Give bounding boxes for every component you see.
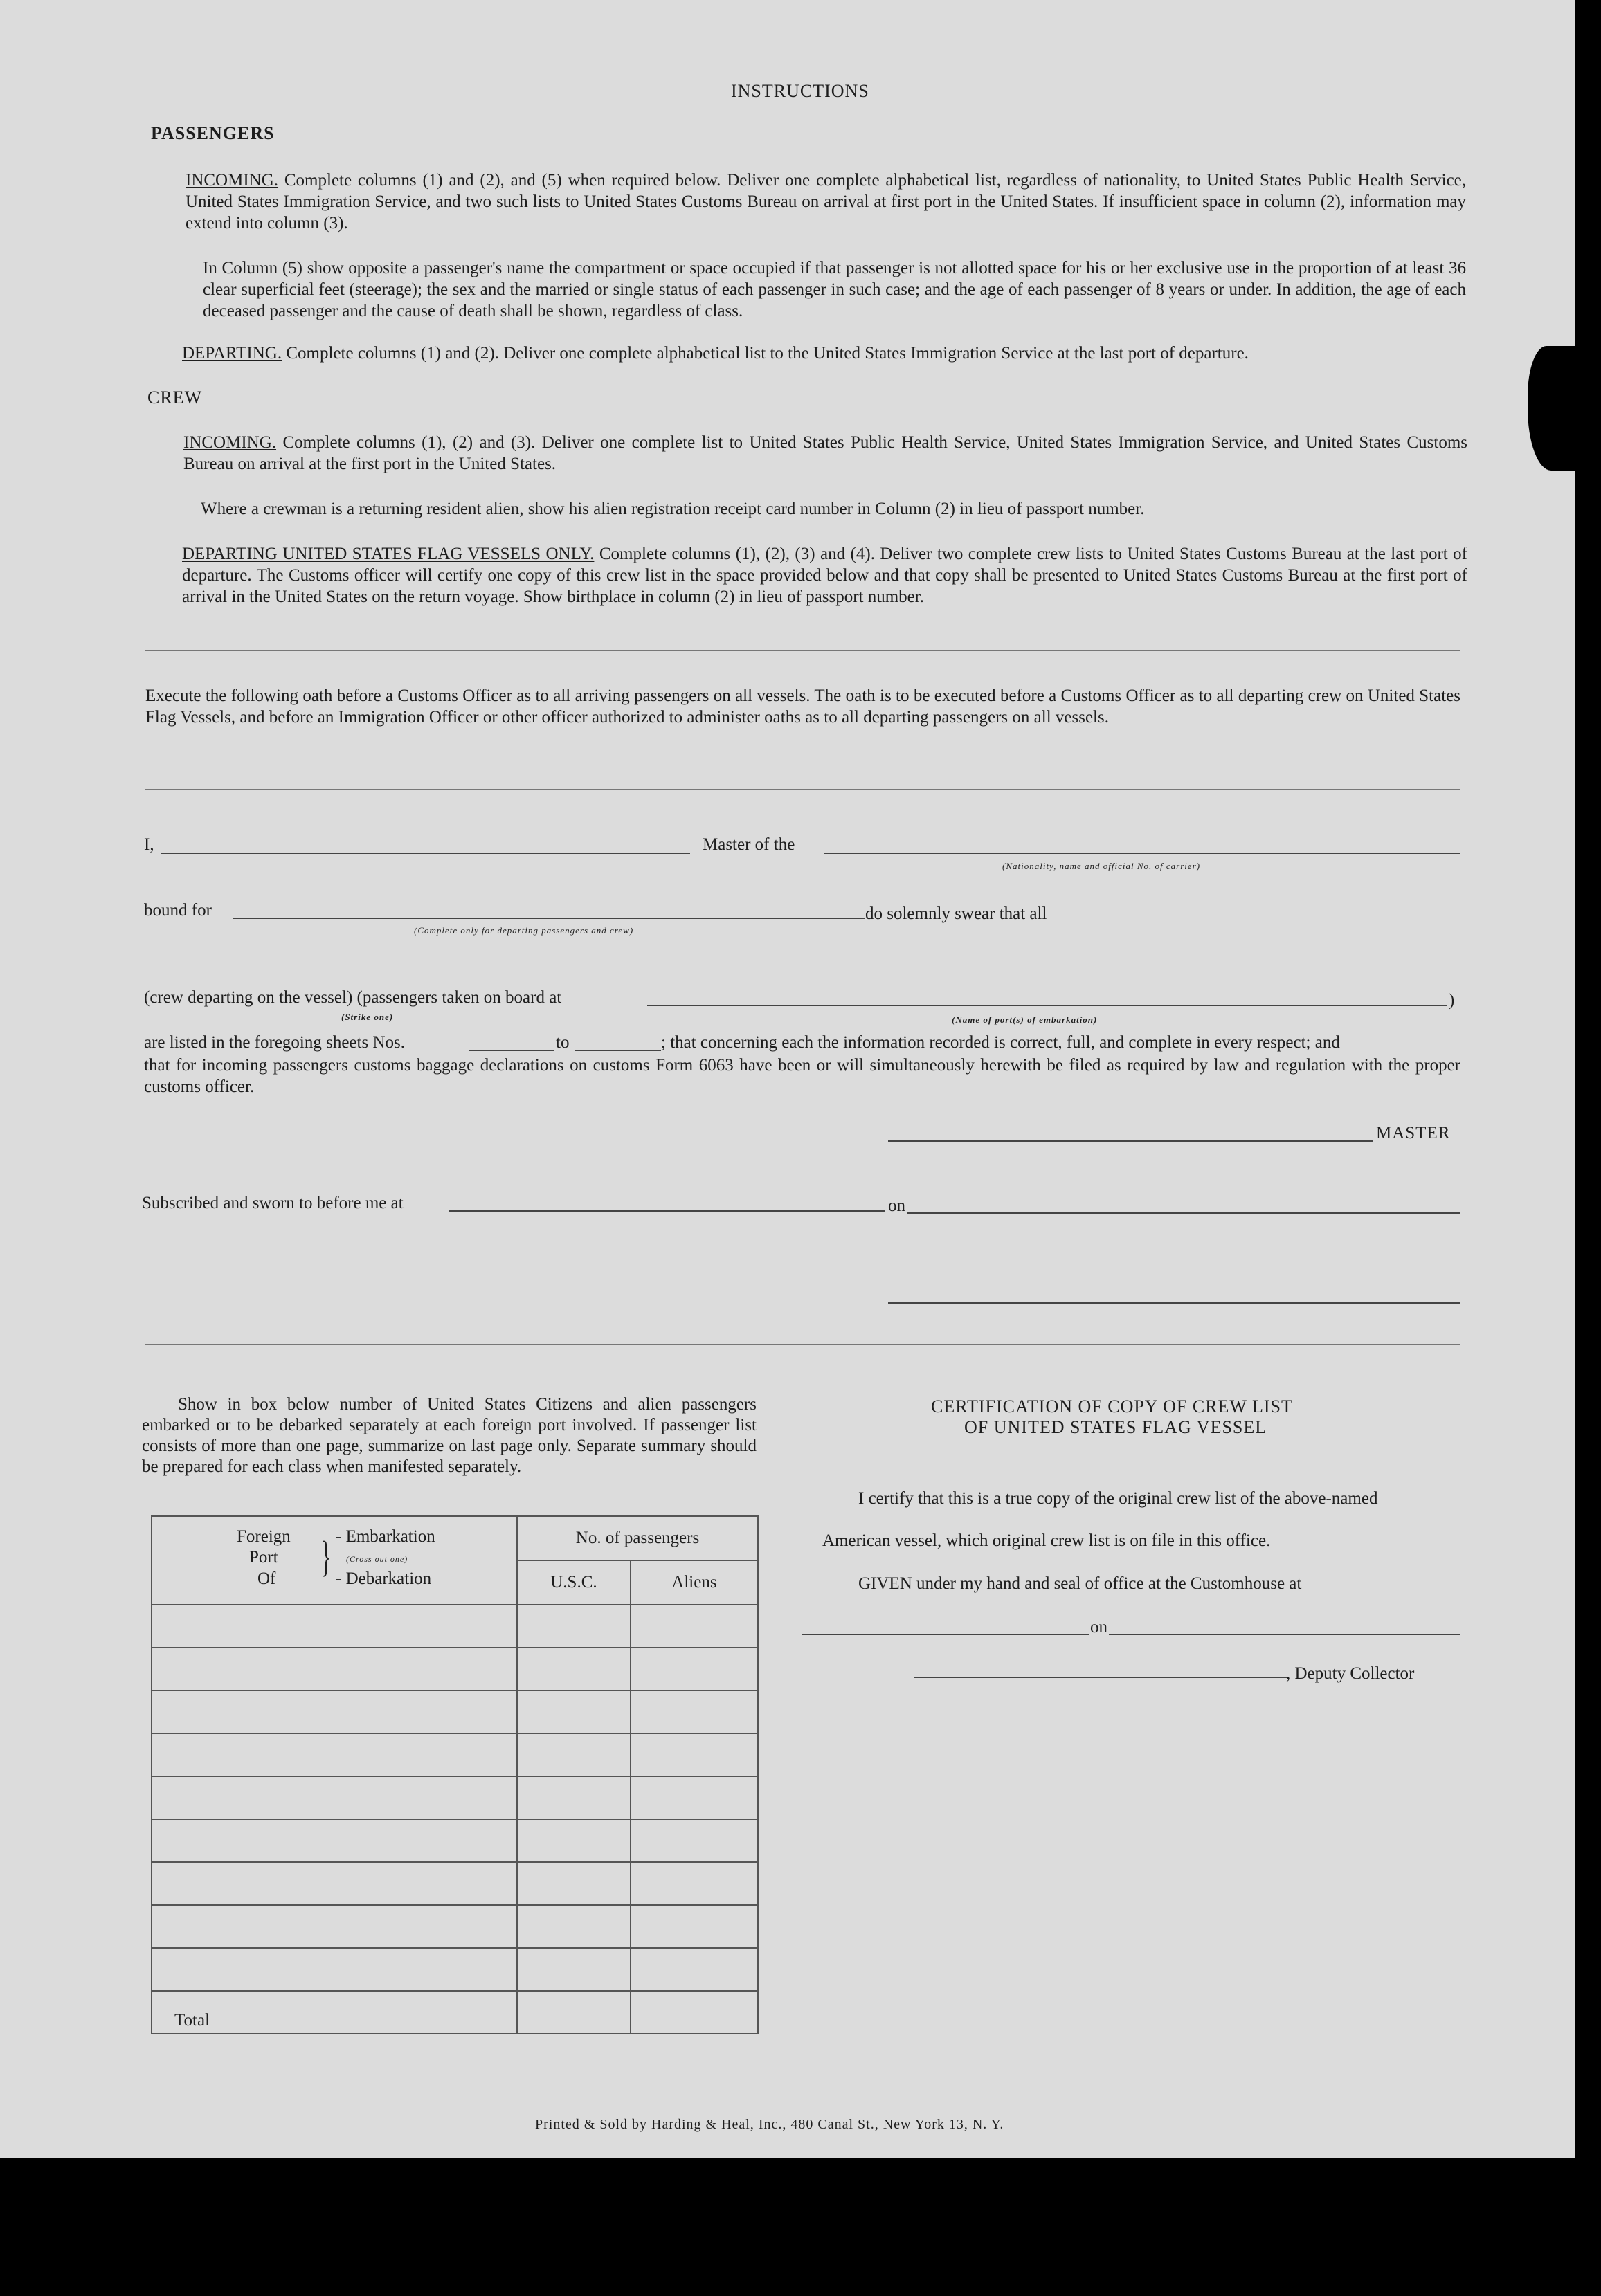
table-row [152, 1862, 758, 1905]
deputy-signature-field[interactable] [914, 1677, 1287, 1678]
brace-icon: } [320, 1533, 332, 1580]
cross-out-caption: (Cross out one) [346, 1554, 408, 1564]
no-of-passengers-header: No. of passengers [517, 1516, 758, 1561]
of-label: Of [257, 1569, 276, 1588]
passengers-departing-text: Complete columns (1) and (2). Deliver one complete alphabetical list to the United States Immigration Service at the last port of departure. [286, 344, 1249, 363]
passengers-incoming-text: Complete columns (1) and (2), and (5) when required below. Deliver one complete alphabetical list, regardless of nationality, to United States Public Health Service, United States Immigration Service, and two such lists to United States Customs Bureau on arrival at first port in the United States. If insufficient space in column (2), information may extend into column (3). [186, 171, 1467, 233]
ports-caption: (Name of port(s) of embarkation) [952, 1014, 1098, 1025]
usc-cell[interactable] [517, 1776, 631, 1819]
passenger-summary-table [151, 1515, 759, 2034]
usc-cell[interactable] [517, 1948, 631, 1991]
subscribed-on-label: on [888, 1196, 905, 1215]
table-row [152, 1605, 758, 1648]
oath-sheets-prefix: are listed in the foregoing sheets Nos. [144, 1033, 405, 1052]
officer-signature-field[interactable] [888, 1302, 1460, 1304]
table-row [152, 1819, 758, 1862]
usc-cell[interactable] [517, 1862, 631, 1905]
carrier-field[interactable] [824, 853, 1460, 854]
usc-cell[interactable] [517, 1648, 631, 1691]
usc-cell[interactable] [517, 1733, 631, 1776]
total-label-cell [152, 1991, 517, 2034]
aliens-cell[interactable] [631, 1648, 758, 1691]
sheet-from-field[interactable] [469, 1050, 554, 1051]
master-signature-field[interactable] [888, 1140, 1373, 1142]
aliens-cell[interactable] [631, 1691, 758, 1733]
strike-one-caption: (Strike one) [341, 1012, 394, 1022]
port-cell[interactable] [152, 1862, 517, 1905]
oath-i-label: I, [144, 835, 154, 854]
certification-on-label: on [1090, 1618, 1107, 1637]
crew-departing-text: Complete columns (1), (2), (3) and (4). Deliver two complete crew lists to United States Customs Bureau at the last port of departure. The Customs officer will certify one copy of this crew list in the space provided below and that copy shall be presented to United States Customs Bureau at the first port of arrival in the United States on the return voyage. Show birthplace in column (2) in lieu of passport number. [182, 545, 1467, 606]
port-cell[interactable] [152, 1905, 517, 1948]
port-cell[interactable] [152, 1733, 517, 1776]
ink-stain [1528, 346, 1575, 471]
passengers-departing-instructions [182, 343, 1469, 364]
port-cell[interactable] [152, 1648, 517, 1691]
certification-heading-line2: OF UNITED STATES FLAG VESSEL [964, 1417, 1267, 1437]
usc-cell[interactable] [517, 1819, 631, 1862]
aliens-cell[interactable] [631, 1948, 758, 1991]
certification-line3: GIVEN under my hand and seal of office at the Customhouse at [858, 1574, 1302, 1593]
customhouse-field[interactable] [802, 1634, 1089, 1635]
oath-close-paren: ) [1449, 991, 1455, 1010]
certification-line1: I certify that this is a true copy of the original crew list of the above-named [858, 1489, 1378, 1508]
certification-heading-line1: CERTIFICATION OF COPY OF CREW LIST [931, 1396, 1293, 1416]
deputy-collector-label: , Deputy Collector [1286, 1664, 1415, 1683]
port-label: Port [249, 1548, 278, 1567]
oath-crew-departing: (crew departing on the vessel) (passengers taken on board at [144, 988, 562, 1007]
table-row [152, 1648, 758, 1691]
subscribed-place-field[interactable] [449, 1210, 885, 1212]
embarkation-label: - Embarkation [336, 1527, 435, 1546]
oath-swear: do solemnly swear that all [865, 904, 1047, 923]
crew-incoming-label: INCOMING. [183, 433, 277, 452]
port-cell[interactable] [152, 1605, 517, 1648]
usc-header: U.S.C. [517, 1560, 631, 1605]
oath-sheets-to: to [556, 1033, 570, 1052]
master-name-field[interactable] [161, 853, 690, 854]
debarkation-label: - Debarkation [336, 1569, 432, 1588]
carrier-caption: (Nationality, name and official No. of carrier) [1002, 861, 1201, 871]
passengers-departing-label: DEPARTING. [182, 344, 282, 363]
embarkation-ports-field[interactable] [647, 1005, 1447, 1006]
port-header-cell [152, 1516, 517, 1605]
page-title: INSTRUCTIONS [731, 81, 869, 101]
crew-alien-instructions [201, 498, 1467, 520]
crew-incoming-text: Complete columns (1), (2) and (3). Deliver one complete list to United States Public Health Service, United States Immigration Service, and United States Customs Bureau on arrival at the first port in the United States. [183, 433, 1468, 473]
bound-for-caption: (Complete only for departing passengers and crew) [414, 925, 634, 936]
aliens-cell[interactable] [631, 1605, 758, 1648]
usc-cell[interactable] [517, 1605, 631, 1648]
foreign-label: Foreign [237, 1527, 291, 1546]
oath-sheets-rest: ; that concerning each the information recorded is correct, full, and complete in every respect; and [661, 1033, 1340, 1052]
aliens-cell[interactable] [631, 1862, 758, 1905]
table-row [152, 1948, 758, 1991]
crew-departing-label: DEPARTING UNITED STATES FLAG VESSELS ONLY. [182, 545, 595, 563]
passengers-incoming-instructions [186, 170, 1466, 234]
master-label: MASTER [1376, 1124, 1451, 1142]
aliens-cell[interactable] [631, 1733, 758, 1776]
summary-header-row [152, 1516, 758, 1561]
printer-credit: Printed & Sold by Harding & Heal, Inc., 480 Canal St., New York 13, N. Y. [535, 2117, 1004, 2132]
subscribed-date-field[interactable] [907, 1212, 1460, 1214]
table-row [152, 1733, 758, 1776]
section-divider [145, 1340, 1460, 1345]
bound-for-field[interactable] [233, 918, 865, 919]
section-divider [145, 650, 1460, 655]
crew-departing-instructions [182, 543, 1467, 608]
aliens-cell[interactable] [631, 1905, 758, 1948]
section-divider [145, 785, 1460, 790]
passengers-incoming-label: INCOMING. [186, 171, 279, 190]
crew-incoming-instructions [183, 432, 1467, 475]
usc-cell[interactable] [517, 1905, 631, 1948]
certification-line2: American vessel, which original crew list is on file in this office. [822, 1531, 1271, 1550]
table-row [152, 1691, 758, 1733]
aliens-cell[interactable] [631, 1776, 758, 1819]
aliens-total-cell[interactable] [631, 1991, 758, 2034]
port-cell[interactable] [152, 1776, 517, 1819]
table-row [152, 1905, 758, 1948]
oath-intro: Execute the following oath before a Customs Officer as to all arriving passengers on all vessels. The oath is to be executed before a Customs Officer as to all departing crew on United States Flag Vessels, and before an Immigration Officer or other officer authorized to administer oaths as to all departing passengers on all vessels. [145, 686, 1460, 727]
table-row [152, 1776, 758, 1819]
passengers-heading: PASSENGERS [151, 123, 275, 143]
passengers-column5-instructions [203, 257, 1466, 322]
passengers-column5-text: In Column (5) show opposite a passenger's name the compartment or space occupied if that passenger is not allotted space for his or her exclusive use in the proportion of at least 36 clear superficial feet (steerage); the sex and the married or single status of each passenger in such case; and the age of each passenger of 8 years or under. In addition, the age of each deceased passenger and the cause of death shall be shown, regardless of class. [203, 259, 1466, 320]
summary-instructions: Show in box below number of United States Citizens and alien passengers embarked or to be debarked separately at each foreign port involved. If passenger list consists of more than one page, summarize on last page only. Separate summary should be prepared for each class when manifested separately. [142, 1395, 757, 1476]
aliens-cell[interactable] [631, 1819, 758, 1862]
oath-bound-for: bound for [144, 901, 212, 920]
sheet-to-field[interactable] [575, 1050, 661, 1051]
port-cell[interactable] [152, 1948, 517, 1991]
crew-heading: CREW [147, 388, 203, 408]
port-cell[interactable] [152, 1819, 517, 1862]
total-row [152, 1991, 758, 2034]
total-label: Total [174, 2011, 210, 2030]
port-cell[interactable] [152, 1691, 517, 1733]
usc-total-cell[interactable] [517, 1991, 631, 2034]
oath-master-of: Master of the [703, 835, 795, 854]
usc-cell[interactable] [517, 1691, 631, 1733]
crew-alien-text: Where a crewman is a returning resident alien, show his alien registration receipt card number in Column (2) in lieu of passport number. [201, 500, 1145, 518]
oath-declaration: that for incoming passengers customs baggage declarations on customs Form 6063 have been or will simultaneously herewith be filed as required by law and regulation with the proper customs officer. [144, 1056, 1460, 1096]
aliens-header: Aliens [631, 1560, 758, 1605]
certification-date-field[interactable] [1109, 1634, 1460, 1635]
subscribed-label: Subscribed and sworn to before me at [142, 1194, 404, 1212]
